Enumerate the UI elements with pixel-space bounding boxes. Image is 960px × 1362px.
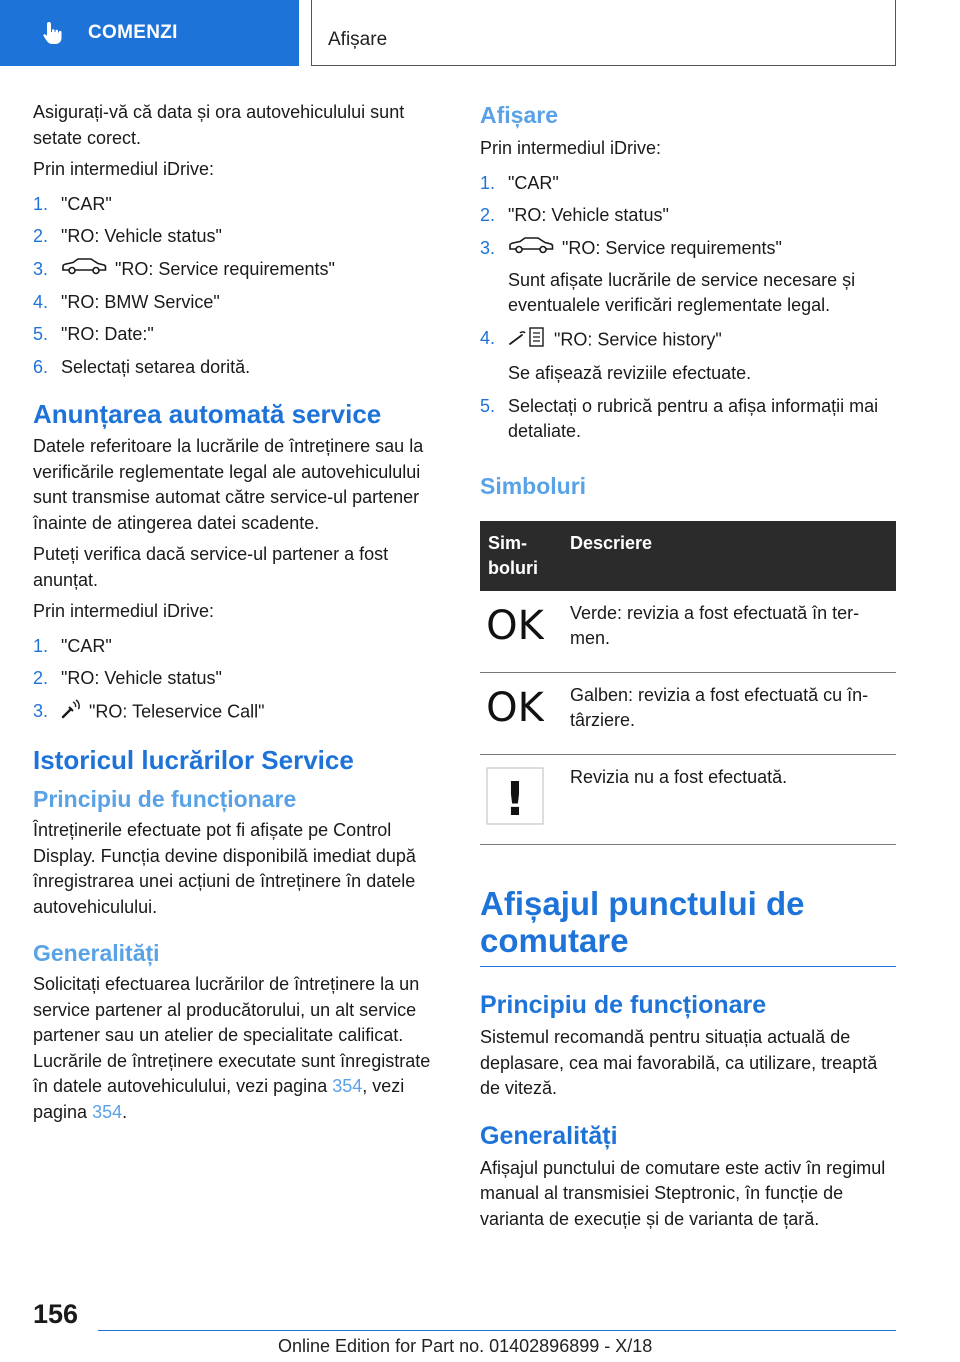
car-outline-icon <box>508 236 554 262</box>
heading-auto-service: Anunțarea automată service <box>33 399 382 429</box>
section-tab-label: Afișare <box>328 29 388 50</box>
ok-green-icon <box>486 602 544 649</box>
chapter-tab-label: COMENZI <box>88 22 178 43</box>
symbol-description: Revizia nu a fost efectuată. <box>562 754 896 845</box>
wrench-signal-icon <box>61 699 81 727</box>
list-item: 2. "RO: Vehicle status" <box>33 226 222 246</box>
ok-yellow-icon <box>486 684 544 731</box>
service-display-steps <box>480 171 896 445</box>
general-paragraph: Solicitați efectuarea lucrărilor de întreținere la un service partener al producătorului, un alt service partener sau un atelier de specialitate calificat. Lucrările de întreținere executate sunt înregistrate în datele autovehiculului, vezi pagina 354, vezi pagina 354. <box>33 974 431 1122</box>
list-item: 4. "RO: Service history" Se afișează reviziile efectuate. <box>480 326 896 387</box>
page-reference-link[interactable]: 354 <box>92 1101 123 1122</box>
table-row <box>480 672 896 754</box>
pointing-hand-icon <box>40 20 66 46</box>
teleservice-steps <box>33 634 441 727</box>
right-column <box>480 100 896 1238</box>
heading-principle: Principiu de funcționare <box>480 991 767 1019</box>
exclamation-icon <box>486 771 544 829</box>
symbol-description: Verde: revizia a fost efectuată în termen. <box>562 591 896 673</box>
car-outline-icon <box>61 257 107 283</box>
svg-text:OK: OK <box>486 602 544 645</box>
edition-note: Online Edition for Part no. 01402896899 - X/18 <box>278 1336 653 1356</box>
date-setting-steps <box>33 192 441 381</box>
symbol-description: Galben: revizia a fost efectuată cu întârziere. <box>562 672 896 754</box>
list-item: 5. Selectați o rubrică pentru a afișa informații mai detaliate. <box>480 395 879 441</box>
heading-shift-point: Afișajul punctului de comutare <box>480 885 896 967</box>
table-header-description: Descriere <box>562 521 896 591</box>
auto-service-paragraph: Datele referitoare la lucrările de întreținere sau la verificările reglementate legal ale autovehiculului sunt transmise automat către service-ul partener înainte de atingerea datei scadente. <box>33 436 424 533</box>
table-row <box>480 591 896 673</box>
step-note: Se afișează reviziile efectuate. <box>508 363 752 383</box>
list-item: 6. Selectați setarea dorită. <box>33 356 251 377</box>
chapter-tab-comenzi[interactable] <box>0 0 299 66</box>
list-item: 2. "RO: Vehicle status" <box>480 205 669 225</box>
list-item: 1. "CAR" <box>33 635 112 656</box>
list-item: 3. "RO: Teleservice Call" <box>33 699 441 727</box>
heading-symbols: Simboluri <box>480 472 587 499</box>
heading-display: Afișare <box>480 102 558 128</box>
list-item: 5. "RO: Date:" <box>33 324 154 344</box>
list-item: 1. "CAR" <box>480 172 559 193</box>
page-reference-link[interactable]: 354 <box>332 1076 363 1096</box>
principle-paragraph: Întreținerile efectuate pot fi afișate pe Control Display. Funcția devine disponibilă imediat după înregistrarea unei acțiuni de întreținere în datele autovehiculului. <box>33 820 416 917</box>
general-paragraph: Afișajul punctului de comutare este activ în regimul manual al transmisiei Steptronic, în funcție de varianta de execuție și de varianta de țară. <box>480 1157 886 1229</box>
left-column <box>33 100 441 1131</box>
service-history-icon <box>508 326 546 356</box>
list-item: 2. "RO: Vehicle status" <box>33 668 222 688</box>
idrive-intro: Prin intermediul iDrive: <box>480 138 662 158</box>
svg-text:OK: OK <box>486 684 544 727</box>
principle-paragraph: Sistemul recomandă pentru situația actuală de deplasare, cea mai favorabilă, ca utilizare, treaptă de viteză. <box>480 1027 878 1098</box>
section-tab <box>311 0 896 66</box>
auto-service-check-paragraph: Puteți verifica dacă service-ul partener a fost anunțat. <box>33 544 389 590</box>
symbols-table <box>480 521 896 846</box>
step-note: Sunt afișate lucrările de service necesare și eventualele verificări reglementate legal. <box>508 269 856 315</box>
heading-general: Generalități <box>480 1121 618 1150</box>
idrive-intro: Prin intermediul iDrive: <box>33 159 215 179</box>
list-item: 3. "RO: Service requirements" <box>33 257 441 283</box>
page-number: 156 <box>33 1299 79 1329</box>
list-item: 4. "RO: BMW Service" <box>33 291 220 312</box>
svg-text:!: ! <box>504 771 526 825</box>
page-header <box>0 0 960 66</box>
table-header-symbols: Simboluri <box>480 521 562 591</box>
footer-divider <box>98 1330 896 1331</box>
idrive-intro: Prin intermediul iDrive: <box>33 601 215 621</box>
list-item: 1. "CAR" <box>33 193 112 214</box>
heading-principle: Principiu de funcționare <box>33 786 297 812</box>
table-row <box>480 754 896 845</box>
intro-paragraph: Asigurați-vă că data și ora autovehiculului sunt setate corect. <box>33 102 405 148</box>
list-item: 3. "RO: Service requirements" Sunt afișate lucrările de service necesare și eventualele verificări reglementate legal. <box>480 236 896 319</box>
table-header-row <box>480 521 896 591</box>
heading-general: Generalități <box>33 940 160 966</box>
heading-service-history: Istoricul lucrărilor Service <box>33 745 354 775</box>
